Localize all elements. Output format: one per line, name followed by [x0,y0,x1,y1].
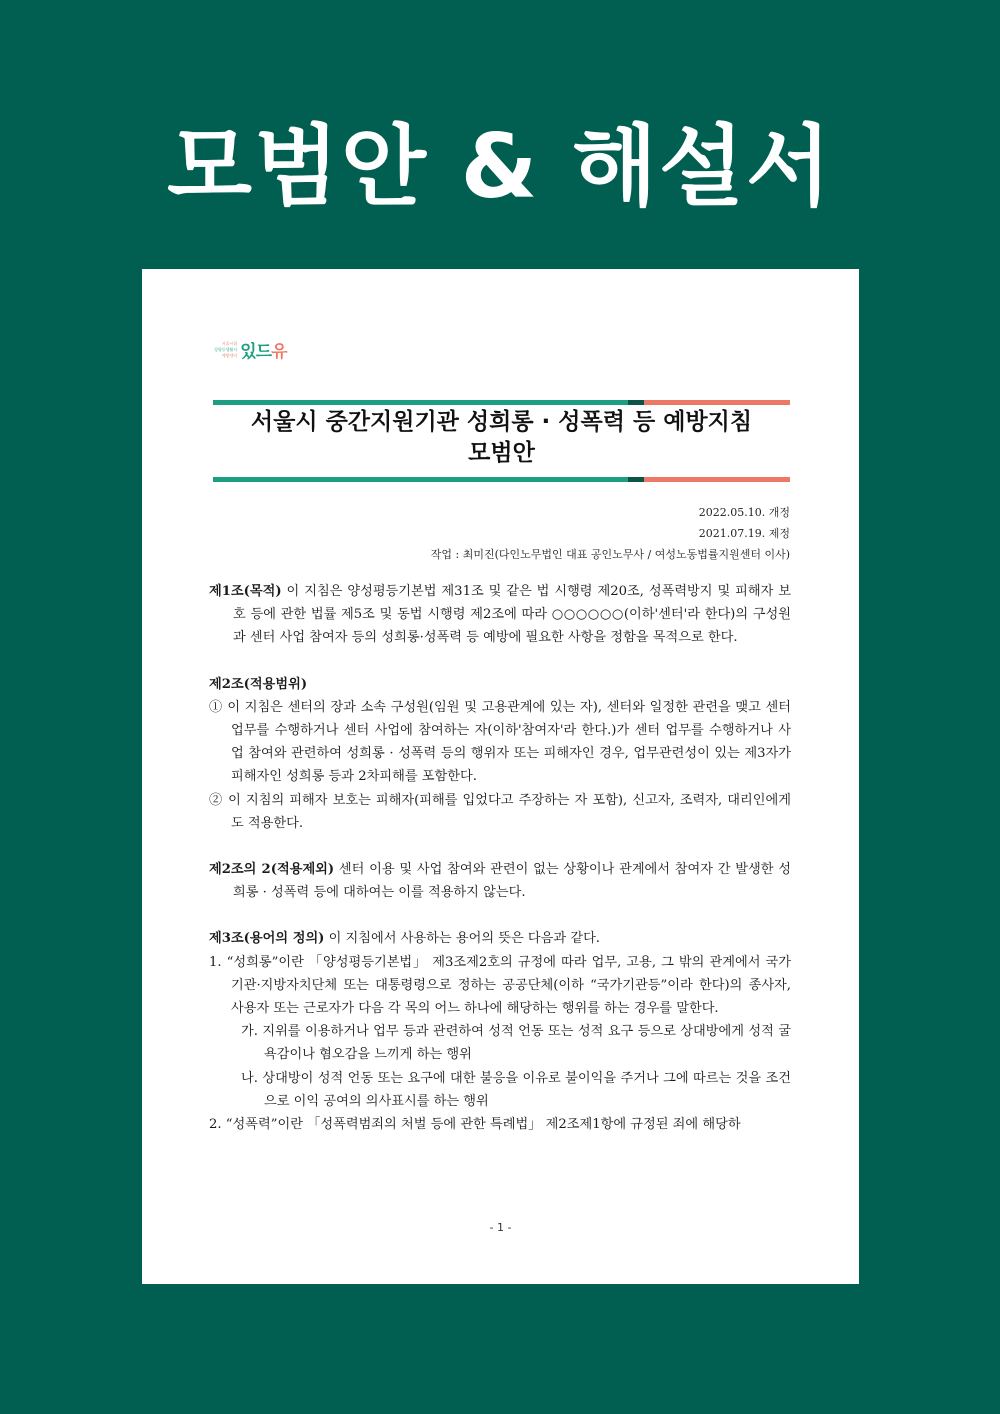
article-2 [209,673,791,835]
revision-date: 2022.05.10. 개정 [698,506,790,519]
article-3-intro [209,927,791,950]
item-text: “성희롱”이란 「양성평등기본법」 제3조제2호의 규정에 따라 업무, 고용, 그 밖의 관계에서 국가기관·지방자치단체 또는 대통령령으로 정하는 공공단체(이하 “국가기관등”이라 한다)의 종사자, 사용자 또는 근로자가 다음 각 목의 어느 하나에 해당하는 행위를 하는 경우를 말한다. [226,954,791,1017]
organization-logo [214,337,287,362]
subitem-marker: 가. [241,1024,258,1040]
article-2-2 [209,858,791,904]
rule-segment-coral [644,477,790,482]
article-text: 이 지침은 양성평등기본법 제31조 및 같은 법 시행령 제20조, 성폭력방지 및 피해자 보호 등에 관한 법률 제5조 및 동법 시행령 제2조에 따라 ○○○○○○(이하'센터'라 한다)의 구성원과 센터 사업 참여자 등의 성희롱·성폭력 등 예방에 필요한 사항을 정함을 목적으로 한다. [233,584,791,646]
subitem-marker: 나. [241,1070,258,1086]
rule-segment-dark [628,400,644,405]
document-title [213,407,790,469]
article-heading: 제3조(용어의 정의) [209,931,325,947]
clause-item [209,696,791,789]
article-text: 센터 이용 및 사업 참여와 관련이 없는 상황이나 관계에서 참여자 간 발생한 성희롱 · 성폭력 등에 대하여는 이를 적용하지 않는다. [233,862,791,901]
clause-marker: ① [209,699,223,715]
hero-title: 모범안 & 해설서 [166,115,834,218]
document-page [142,269,859,1284]
logo-mark-part-2: 드 [255,342,272,362]
title-rule-top [213,400,790,405]
page-number: - 1 - [489,1221,512,1234]
logo-mark-part-3: 유 [271,342,287,362]
logo-mark-part-1: 있 [240,342,256,362]
logo-subtext [214,341,237,359]
enactment-date: 2021.07.19. 제정 [698,527,790,540]
subitem-text: 상대방이 성적 언동 또는 요구에 대한 불응을 이유로 불이익을 주거나 그에 따르는 것을 조건으로 이익 공여의 의사표시를 하는 행위 [262,1070,791,1109]
rule-segment-dark [628,477,644,482]
item-marker: 2. [209,1117,222,1133]
document-title-line-2: 모범안 [468,440,535,466]
document-title-line-1: 서울시 중간지원기관 성희롱 · 성폭력 등 예방지침 [250,409,753,435]
clause-text: 이 지침은 센터의 장과 소속 구성원(임원 및 고용관계에 있는 자), 센터와 일정한 관련을 맺고 센터 업무를 수행하거나 센터 사업에 참여하는 자(이하'참여자'라 한다.)가 센터 업무를 수행하거나 사업 참여와 관련하여 성희롱 · 성폭력 등의 행위자 또는 피해자인 경우, 업무관련성이 있는 제3자가 피해자인 성희롱 등과 2차피해를 포함한다. [227,699,791,785]
definition-subitem [209,1067,791,1113]
definition-item [209,951,791,1021]
article-text: 이 지침에서 사용하는 용어의 뜻은 다음과 같다. [324,931,600,947]
logo-line-1: 서울시립 [221,340,238,346]
article-heading: 제2조의 2(적용제외) [209,862,335,878]
subitem-text: 지위를 이용하거나 업무 등과 관련하여 성적 언동 또는 성적 요구 등으로 상대방에게 성적 굴욕감이나 혐오감을 느끼게 하는 행위 [262,1024,791,1063]
rule-segment-green [213,477,628,482]
logo-line-2: 성평등생활사 [214,346,238,352]
clause-marker: ② [209,792,224,808]
article-2-2-paragraph [209,858,791,904]
title-rule-bottom [213,477,790,482]
article-heading: 제1조(목적) [209,584,282,599]
definition-item [209,1113,791,1136]
logo-mark [240,337,286,362]
article-3 [209,927,791,1136]
article-heading: 제2조(적용범위) [209,676,308,692]
author-credit: 작업 : 최미진(다인노무법인 대표 공인노무사 / 여성노동법률지원센터 이사) [430,548,790,561]
item-marker: 1. [209,954,222,970]
rule-segment-green [213,400,628,405]
logo-line-3: 예방센터 [221,352,238,358]
article-1 [209,580,791,650]
clause-item [209,789,791,835]
rule-segment-coral [644,400,790,405]
definition-subitem [209,1020,791,1066]
document-body [209,580,791,1159]
article-1-paragraph [209,580,791,650]
document-meta [431,502,790,565]
clause-text: 이 지침의 피해자 보호는 피해자(피해를 입었다고 주장하는 자 포함), 신고자, 조력자, 대리인에게도 적용한다. [228,792,792,831]
item-text: “성폭력”이란 「성폭력범죄의 처벌 등에 관한 특례법」 제2조제1항에 규정된 죄에 해당하 [225,1117,741,1133]
